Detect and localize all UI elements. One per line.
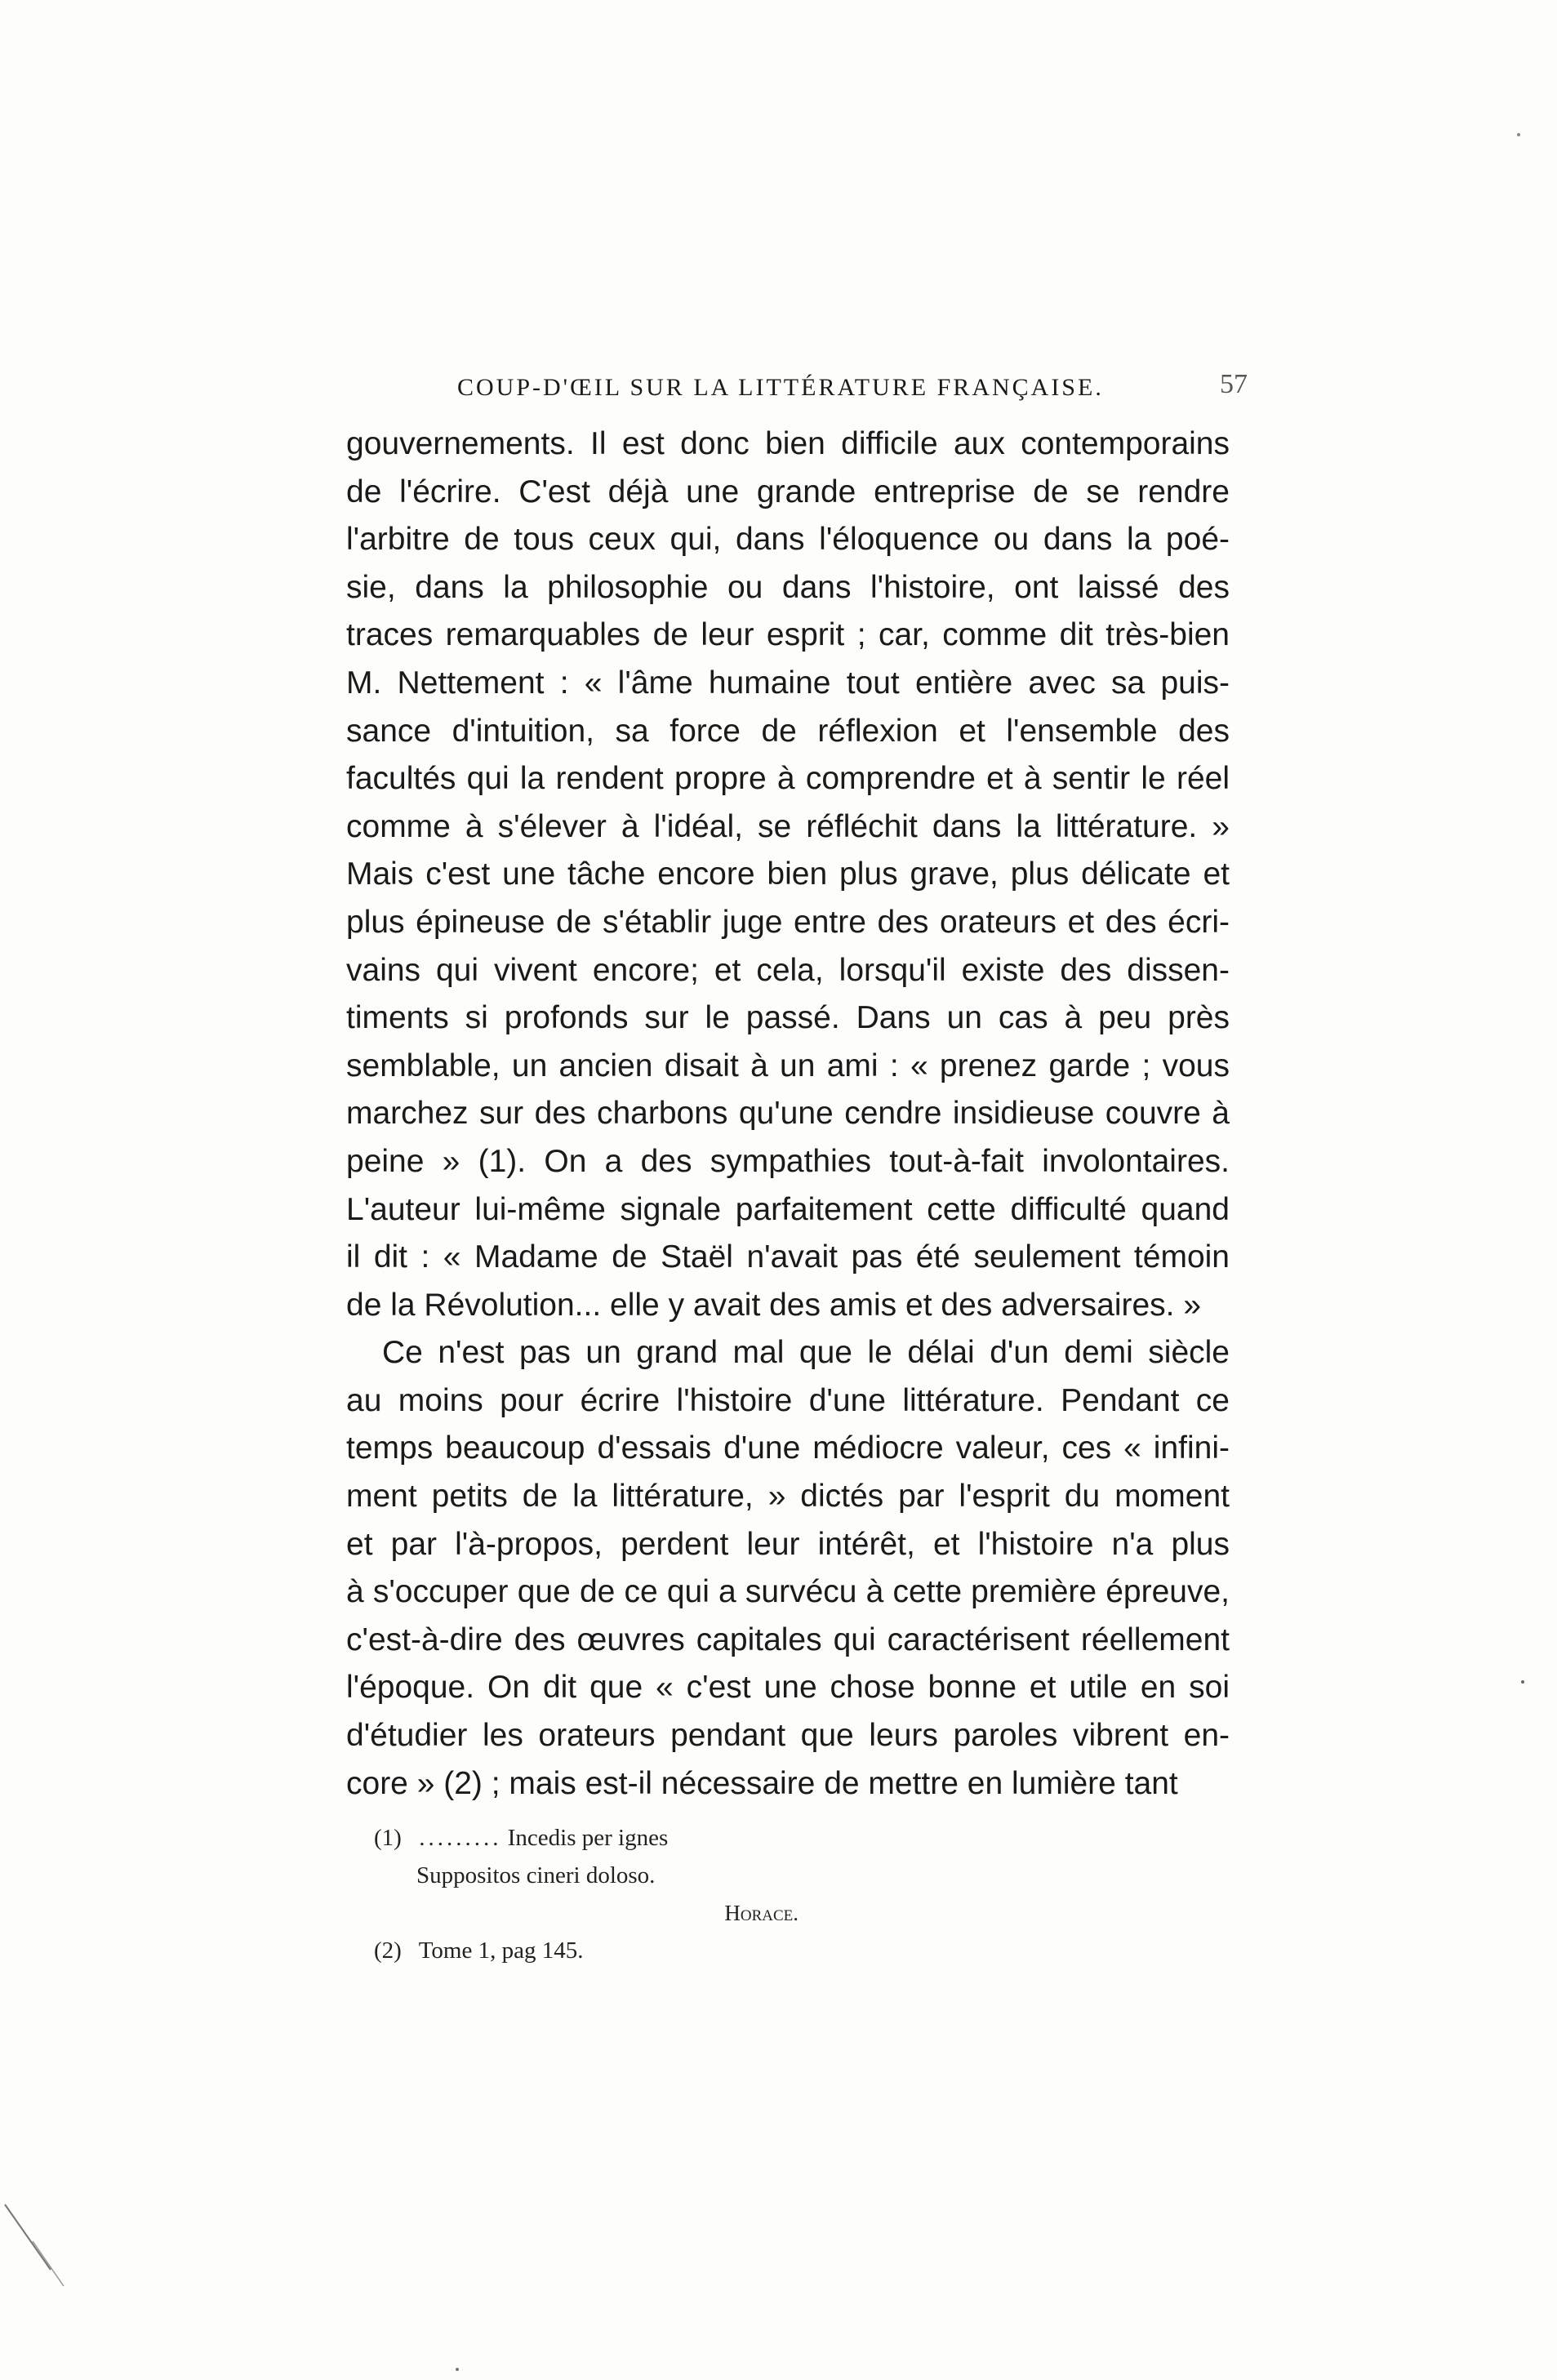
text-line: peine » (1). On a des sympathies tout-à-fait involontaires. [346,1143,1230,1179]
footnote-marker: (1) [374,1825,402,1851]
text-line: c'est-à-dire des œuvres capitales qui caractérisent réellement [346,1622,1230,1657]
footnote-2 [374,1932,799,1969]
text-line: Mais c'est une tâche encore bien plus grave, plus délicate et [346,856,1230,892]
text-line: d'étudier les orateurs pendant que leurs paroles vibrent en- [346,1718,1230,1754]
text-line: il dit : « Madame de Staël n'avait pas été seulement témoin [346,1239,1230,1275]
text-line: l'arbitre de tous ceux qui, dans l'éloquence ou dans la poé- [346,522,1230,558]
footnote-verse: Suppositos cineri doloso. [416,1862,656,1888]
text-line: et par l'à-propos, perdent leur intérêt, et l'histoire n'a plus [346,1526,1230,1562]
text-line: semblable, un ancien disait à un ami : « prenez garde ; vous [346,1048,1230,1083]
text-line: timents si profonds sur le passé. Dans un cas à peu près [346,1000,1230,1036]
text-line: core » (2) ; mais est-il nécessaire de mettre en lumière tant [346,1765,1178,1801]
text-line: gouvernements. Il est donc bien difficile aux contemporains [346,426,1230,461]
body-text [346,420,1230,1808]
text-line: vains qui vivent encore; et cela, lorsqu'il existe des dissen- [346,952,1230,988]
page-number: 57 [1220,369,1248,399]
text-line: de l'écrire. C'est déjà une grande entreprise de se rendre [346,474,1230,509]
footnote-attribution: Horace. [724,1901,799,1925]
footnote-verse: Incedis per ignes [507,1825,669,1851]
text-line: M. Nettement : « l'âme humaine tout entière avec sa puis- [346,665,1230,701]
text-line: L'auteur lui-même signale parfaitement cette difficulté quand [346,1191,1230,1227]
footnote-ellipsis: ......... [419,1825,502,1851]
text-line: facultés qui la rendent propre à comprendre et à sentir le réel [346,761,1230,797]
scan-mark [1521,1680,1524,1684]
text-line: l'époque. On dit que « c'est une chose bonne et utile en soi [346,1670,1230,1706]
text-line: comme à s'élever à l'idéal, se réfléchit dans la littérature. » [346,808,1230,844]
text-line: temps beaucoup d'essais d'une médiocre valeur, ces « infini- [346,1430,1230,1466]
text-line: sie, dans la philosophie ou dans l'histoire, ont laissé des [346,569,1230,605]
text-line: de la Révolution... elle y avait des amis et des adversaires. » [346,1287,1202,1323]
footnote-text: Tome 1, pag 145. [418,1937,584,1964]
running-title: COUP-D'ŒIL SUR LA LITTÉRATURE FRANÇAISE. [457,374,1104,401]
footnotes [374,1819,799,1969]
text-line: sance d'intuition, sa force de réflexion et l'ensemble des [346,713,1230,749]
running-header [457,369,1248,411]
text-line: traces remarquables de leur esprit ; car, comme dit très-bien [346,617,1230,653]
footnote-1 [374,1819,799,1857]
text-line: plus épineuse de s'établir juge entre des orateurs et des écri- [346,904,1230,940]
text-line: à s'occuper que de ce qui a survécu à cette première épreuve, [346,1574,1230,1610]
scan-mark [5,2204,51,2270]
text-line: ment petits de la littérature, » dictés par l'esprit du moment [346,1479,1230,1515]
footnote-marker: (2) [374,1937,402,1964]
text-line: marchez sur des charbons qu'une cendre insidieuse couvre à [346,1096,1230,1132]
scan-mark [456,2368,459,2371]
scan-mark [33,2241,64,2286]
scan-mark [1517,133,1520,136]
text-line: au moins pour écrire l'histoire d'une littérature. Pendant ce [346,1382,1230,1418]
text-line: Ce n'est pas un grand mal que le délai d'un demi siècle [382,1335,1230,1371]
